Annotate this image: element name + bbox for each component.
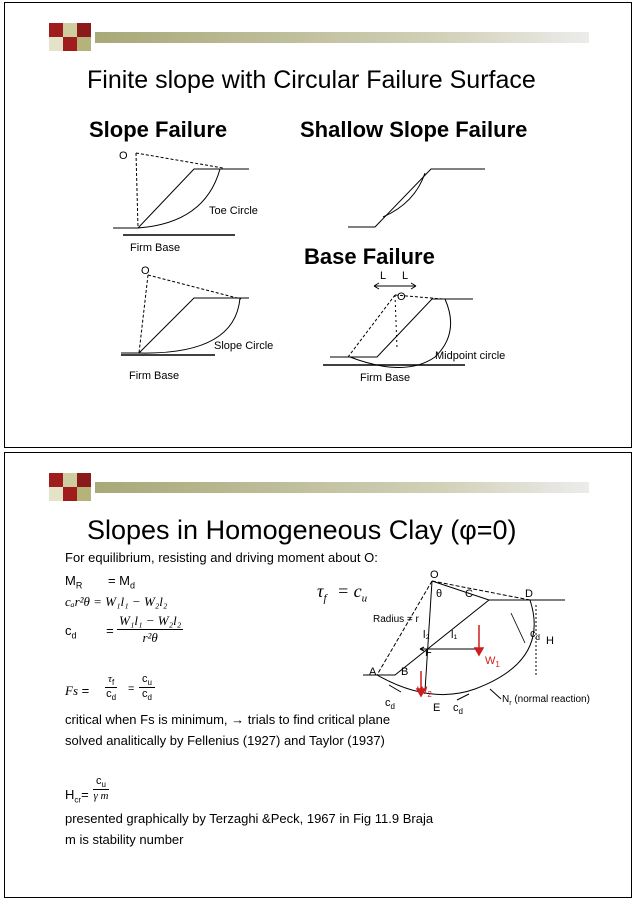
critical-text: critical when Fs is minimum, → trials to find critical plane <box>65 712 391 727</box>
label-cd-right: $c_d$ <box>530 628 540 642</box>
cd-equation: cₐr²θ = W₁l₁ − W₂l₂ <box>65 594 168 609</box>
label-W1: $W_1$ <box>485 655 500 669</box>
label-toe-circle: Toe Circle <box>209 205 258 217</box>
label-radius: Radius = r <box>373 614 419 625</box>
slide-2: Slopes in Homogeneous Clay (φ=0) For equilibrium, resisting and driving moment about O: $M_R = M_d$ cₐr²θ = W₁l₁ − W₂l₂ $c_d$ = W₁l₁ − W₂l₂ r²θ Fs = $\tau_f$ $c_d$ = $c_u$ $c_d$ critical when Fs is minimum, → trials to find critical plane solved analitically by Fellenius (1927) and Taylor (1937) $H_{cr}=$ $c_u$ γ m presented graphically by Terzaghi &Peck, 1967 in Fig 11.9 Braja m is stability number $\tau_f = c_u$ O θ C D Radius = r l₂ l₁ $c_d$ H F $W_1$ A B $W_2$ $c_d$ E $c_d$ $N_r$ (normal reaction) <box>4 452 632 898</box>
label-firm-base-2: Firm Base <box>129 370 180 382</box>
cd-fraction: W₁l₁ − W₂l₂ r²θ <box>119 613 182 645</box>
equilibrium-text: For equilibrium, resisting and driving moment about O: <box>65 550 378 565</box>
label-W2: $W_2$ <box>417 685 432 699</box>
hcr-fraction: $c_u$ γ m <box>93 775 109 803</box>
label-normal-reaction: $N_r$ (normal reaction) <box>502 694 590 707</box>
label-firm-base-3: Firm Base <box>360 372 411 384</box>
label-firm-base-1: Firm Base <box>130 242 181 254</box>
solved-text: solved analitically by Fellenius (1927) and Taylor (1937) <box>65 733 385 748</box>
label-o-2: O <box>141 265 150 277</box>
label-E: E <box>433 702 441 714</box>
circular-failure-diagram <box>5 453 633 899</box>
base-failure-heading: Base Failure <box>304 244 435 269</box>
label-o-1: O <box>119 150 128 162</box>
fs-fraction-1: $\tau_f$ $c_d$ <box>106 673 117 703</box>
label-cd-bottom-2: $c_d$ <box>453 702 463 716</box>
label-cd-bottom-1: $c_d$ <box>385 697 395 711</box>
label-F: F <box>425 647 432 659</box>
fs-equation: Fs = <box>65 683 90 698</box>
label-l2: l₂ <box>423 629 430 641</box>
failure-diagrams <box>5 3 633 449</box>
slide-title: Slopes in Homogeneous Clay (φ=0) <box>87 515 517 545</box>
label-l-right: L <box>402 270 409 282</box>
toe-circle-diagram <box>113 153 249 235</box>
label-O: O <box>430 569 439 581</box>
slope-failure-heading: Slope Failure <box>89 117 228 142</box>
moment-equation: $M_R = M_d$ <box>65 573 136 591</box>
label-midpoint-circle: Midpoint circle <box>435 350 506 362</box>
shear-strength-equation: $\tau_f = c_u$ <box>317 581 368 605</box>
label-l1: l₁ <box>451 629 458 641</box>
label-D: D <box>525 588 533 600</box>
stability-text: m is stability number <box>65 832 184 847</box>
label-A: A <box>369 666 377 678</box>
label-slope-circle: Slope Circle <box>214 340 274 352</box>
shallow-slope-diagram <box>348 169 485 227</box>
label-theta: θ <box>436 588 443 600</box>
cd-solution: $c_d$ = <box>65 623 114 641</box>
shallow-failure-heading: Shallow Slope Failure <box>300 117 528 142</box>
hcr-equation: $H_{cr}=$ <box>65 787 89 805</box>
label-o-3: O <box>397 291 406 303</box>
slide-1 <box>4 2 632 448</box>
presented-text: presented graphically by Terzaghi &Peck, 1967 in Fig 11.9 Braja <box>65 811 434 826</box>
slide-title: Finite slope with Circular Failure Surface <box>87 66 536 94</box>
label-l-left: L <box>380 270 387 282</box>
label-B: B <box>401 666 409 678</box>
fs-fraction-2: $c_u$ $c_d$ <box>139 673 155 702</box>
label-H: H <box>546 635 554 647</box>
label-C: C <box>465 588 473 600</box>
